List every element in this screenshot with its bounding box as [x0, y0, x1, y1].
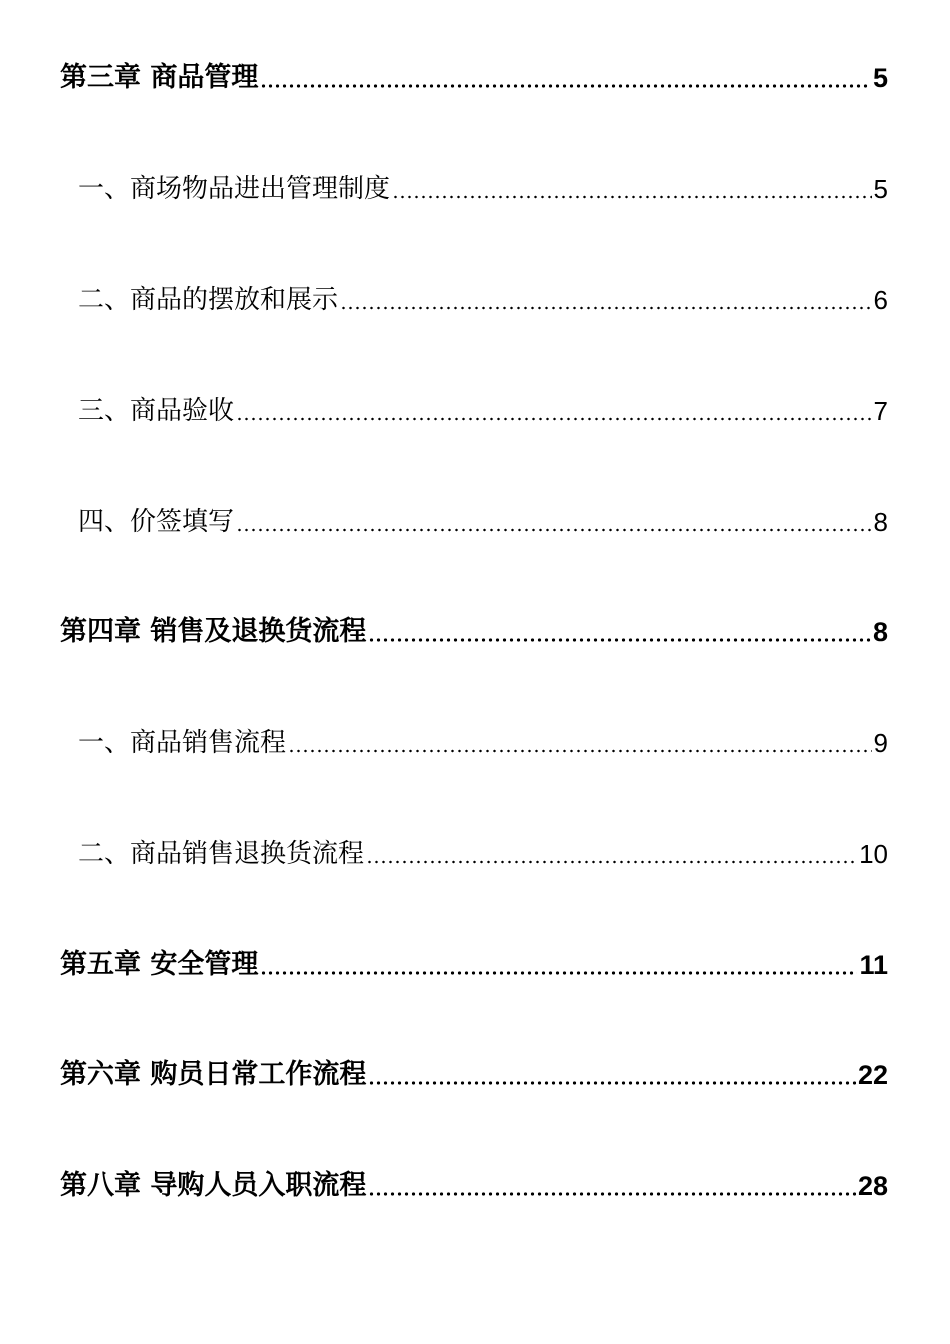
toc-entry-title: 二、商品的摆放和展示 [78, 285, 339, 315]
toc-entry-section[interactable] [78, 720, 888, 760]
toc-dot-leader [366, 860, 857, 864]
toc-dot-leader [260, 84, 871, 88]
toc-entry-chapter-5[interactable] [60, 942, 888, 982]
toc-entry-section[interactable] [78, 388, 888, 428]
toc-entry-page-number: 9 [873, 728, 888, 758]
toc-dot-leader [236, 417, 872, 421]
toc-entry-page-number: 11 [859, 950, 888, 980]
toc-dot-leader [236, 528, 872, 532]
toc-entry-section[interactable] [78, 166, 888, 206]
toc-dot-leader [260, 971, 857, 975]
toc-entry-page-number: 5 [873, 174, 888, 204]
toc-dot-leader [288, 749, 872, 753]
toc-entry-chapter-4[interactable] [60, 609, 888, 649]
toc-entry-title: 第五章 安全管理 [60, 949, 259, 980]
toc-entry-chapter-8[interactable] [60, 1163, 888, 1203]
toc-entry-page-number: 10 [859, 839, 888, 869]
toc-entry-page-number: 7 [873, 396, 888, 426]
toc-entry-title: 第三章 商品管理 [60, 62, 259, 93]
toc-dot-leader [368, 1192, 856, 1196]
toc-entry-section[interactable] [78, 831, 888, 871]
toc-entry-page-number: 5 [872, 63, 888, 93]
toc-entry-page-number: 8 [872, 617, 888, 647]
toc-dot-leader [392, 195, 872, 199]
toc-entry-title: 三、商品验收 [78, 396, 235, 426]
toc-entry-title: 第四章 销售及退换货流程 [60, 616, 367, 647]
toc-entry-section[interactable] [78, 499, 888, 539]
toc-entry-chapter-3[interactable] [60, 55, 888, 95]
toc-entry-title: 一、商场物品进出管理制度 [78, 174, 391, 204]
toc-dot-leader [340, 306, 872, 310]
toc-entry-chapter-6[interactable] [60, 1052, 888, 1092]
toc-entry-title: 四、价签填写 [78, 507, 235, 537]
toc-entry-section[interactable] [78, 277, 888, 317]
toc-entry-title: 二、商品销售退换货流程 [78, 839, 365, 869]
toc-dot-leader [368, 638, 871, 642]
toc-entry-title: 第八章 导购人员入职流程 [60, 1170, 367, 1201]
toc-entry-page-number: 6 [873, 285, 888, 315]
toc-entry-page-number: 28 [857, 1171, 888, 1201]
toc-dot-leader [368, 1081, 856, 1085]
toc-entry-page-number: 22 [857, 1060, 888, 1090]
toc-entry-title: 一、商品销售流程 [78, 728, 287, 758]
toc-entry-page-number: 8 [873, 507, 888, 537]
toc-entry-title: 第六章 购员日常工作流程 [60, 1059, 367, 1090]
